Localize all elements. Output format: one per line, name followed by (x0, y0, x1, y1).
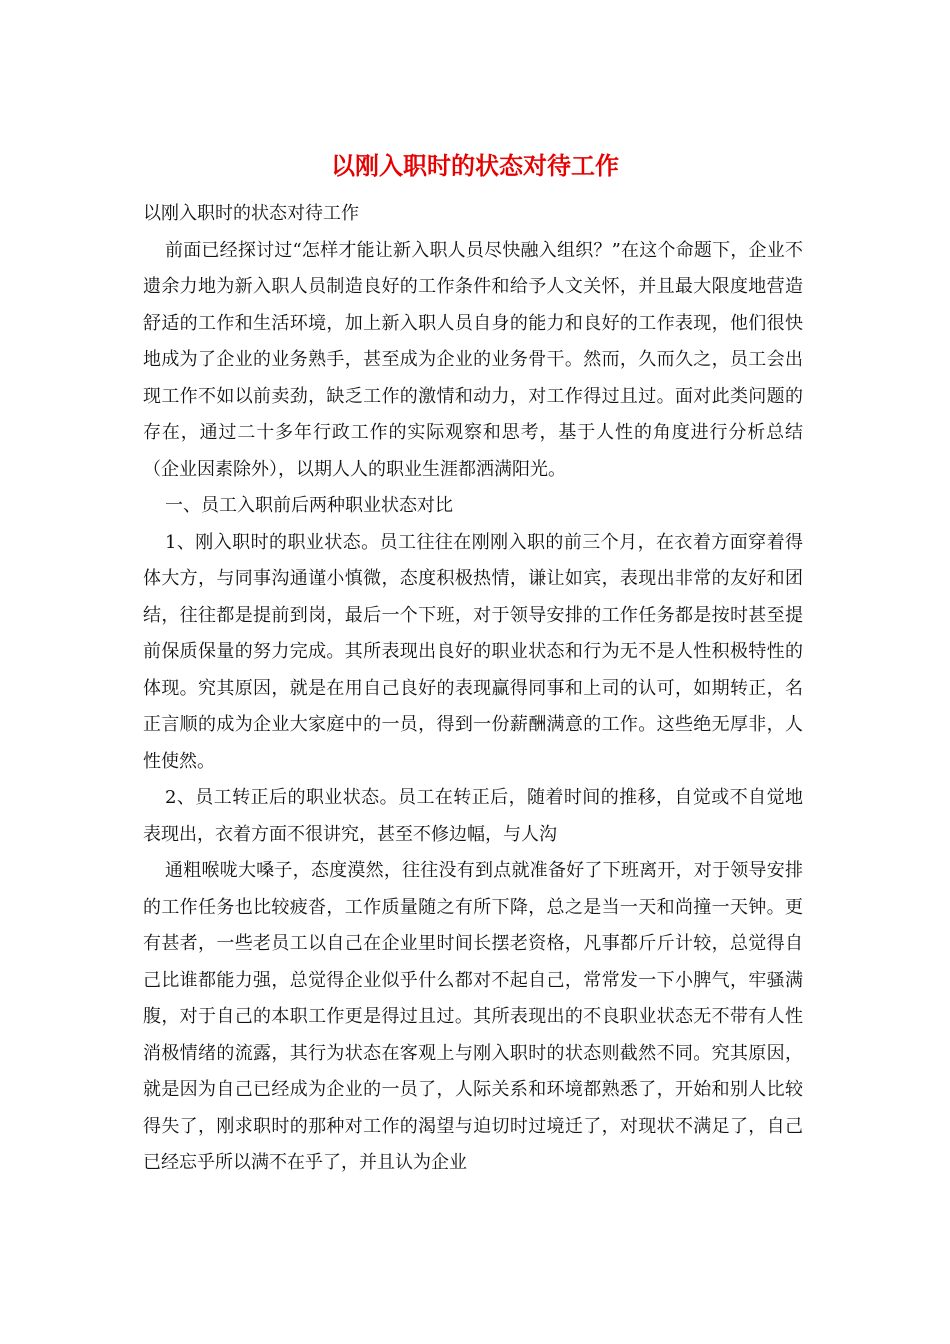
section-heading: 一、员工入职前后两种职业状态对比 (165, 495, 453, 516)
document-title: 以刚入职时的状态对待工作 (331, 151, 619, 180)
paragraph-first-state: 1、刚入职时的职业状态。员工往往在刚刚入职的前三个月，在衣着方面穿着得体大方，与同事沟通谨小慎微，态度积极热情，谦让如宾，表现出非常的友好和团结，往往都是提前到岗，最后一个下班，对于领导安排的工作任务都是按时甚至提前保质保量的努力完成。其所表现出良好的职业状态和行为无不是人性积极特性的体现。究其原因，就是在用自己良好的表现赢得同事和上司的认可，如期转正，名正言顺的成为企业大家庭中的一员，得到一份薪酬满意的工作。这些绝无厚非，人性使然。 (143, 531, 803, 772)
document-body (143, 196, 803, 1182)
document-subtitle: 以刚入职时的状态对待工作 (143, 203, 359, 224)
paragraph-intro: 前面已经探讨过“怎样才能让新入职人员尽快融入组织？”在这个命题下，企业不遗余力地为新入职人员制造良好的工作条件和给予人文关怀，并且最大限度地营造舒适的工作和生活环境，加上新入职人员自身的能力和良好的工作表现，他们很快地成为了企业的业务熟手，甚至成为企业的业务骨干。然而，久而久之，员工会出现工作不如以前卖劲，缺乏工作的激情和动力，对工作得过且过。面对此类问题的存在，通过二十多年行政工作的实际观察和思考，基于人性的角度进行分析总结（企业因素除外），以期人人的职业生涯都洒满阳光。 (143, 239, 803, 480)
paragraph-second-state: 2、员工转正后的职业状态。员工在转正后，随着时间的推移，自觉或不自觉地表现出，衣着方面不很讲究，甚至不修边幅，与人沟 (143, 787, 803, 845)
paragraph-continuation: 通粗喉咙大嗓子，态度漠然，往往没有到点就准备好了下班离开，对于领导安排的工作任务也比较疲沓，工作质量随之有所下降，总之是当一天和尚撞一天钟。更有甚者，一些老员工以自己在企业里时间长摆老资格，凡事都斤斤计较，总觉得自己比谁都能力强，总觉得企业似乎什么都对不起自己，常常发一下小脾气，牢骚满腹，对于自己的本职工作更是得过且过。其所表现出的不良职业状态无不带有人性消极情绪的流露，其行为状态在客观上与刚入职时的状态则截然不同。究其原因，就是因为自己已经成为企业的一员了，人际关系和环境都熟悉了，开始和别人比较得失了，刚求职时的那种对工作的渴望与迫切时过境迁了，对现状不满足了，自己已经忘乎所以满不在乎了，并且认为企业 (143, 860, 803, 1173)
